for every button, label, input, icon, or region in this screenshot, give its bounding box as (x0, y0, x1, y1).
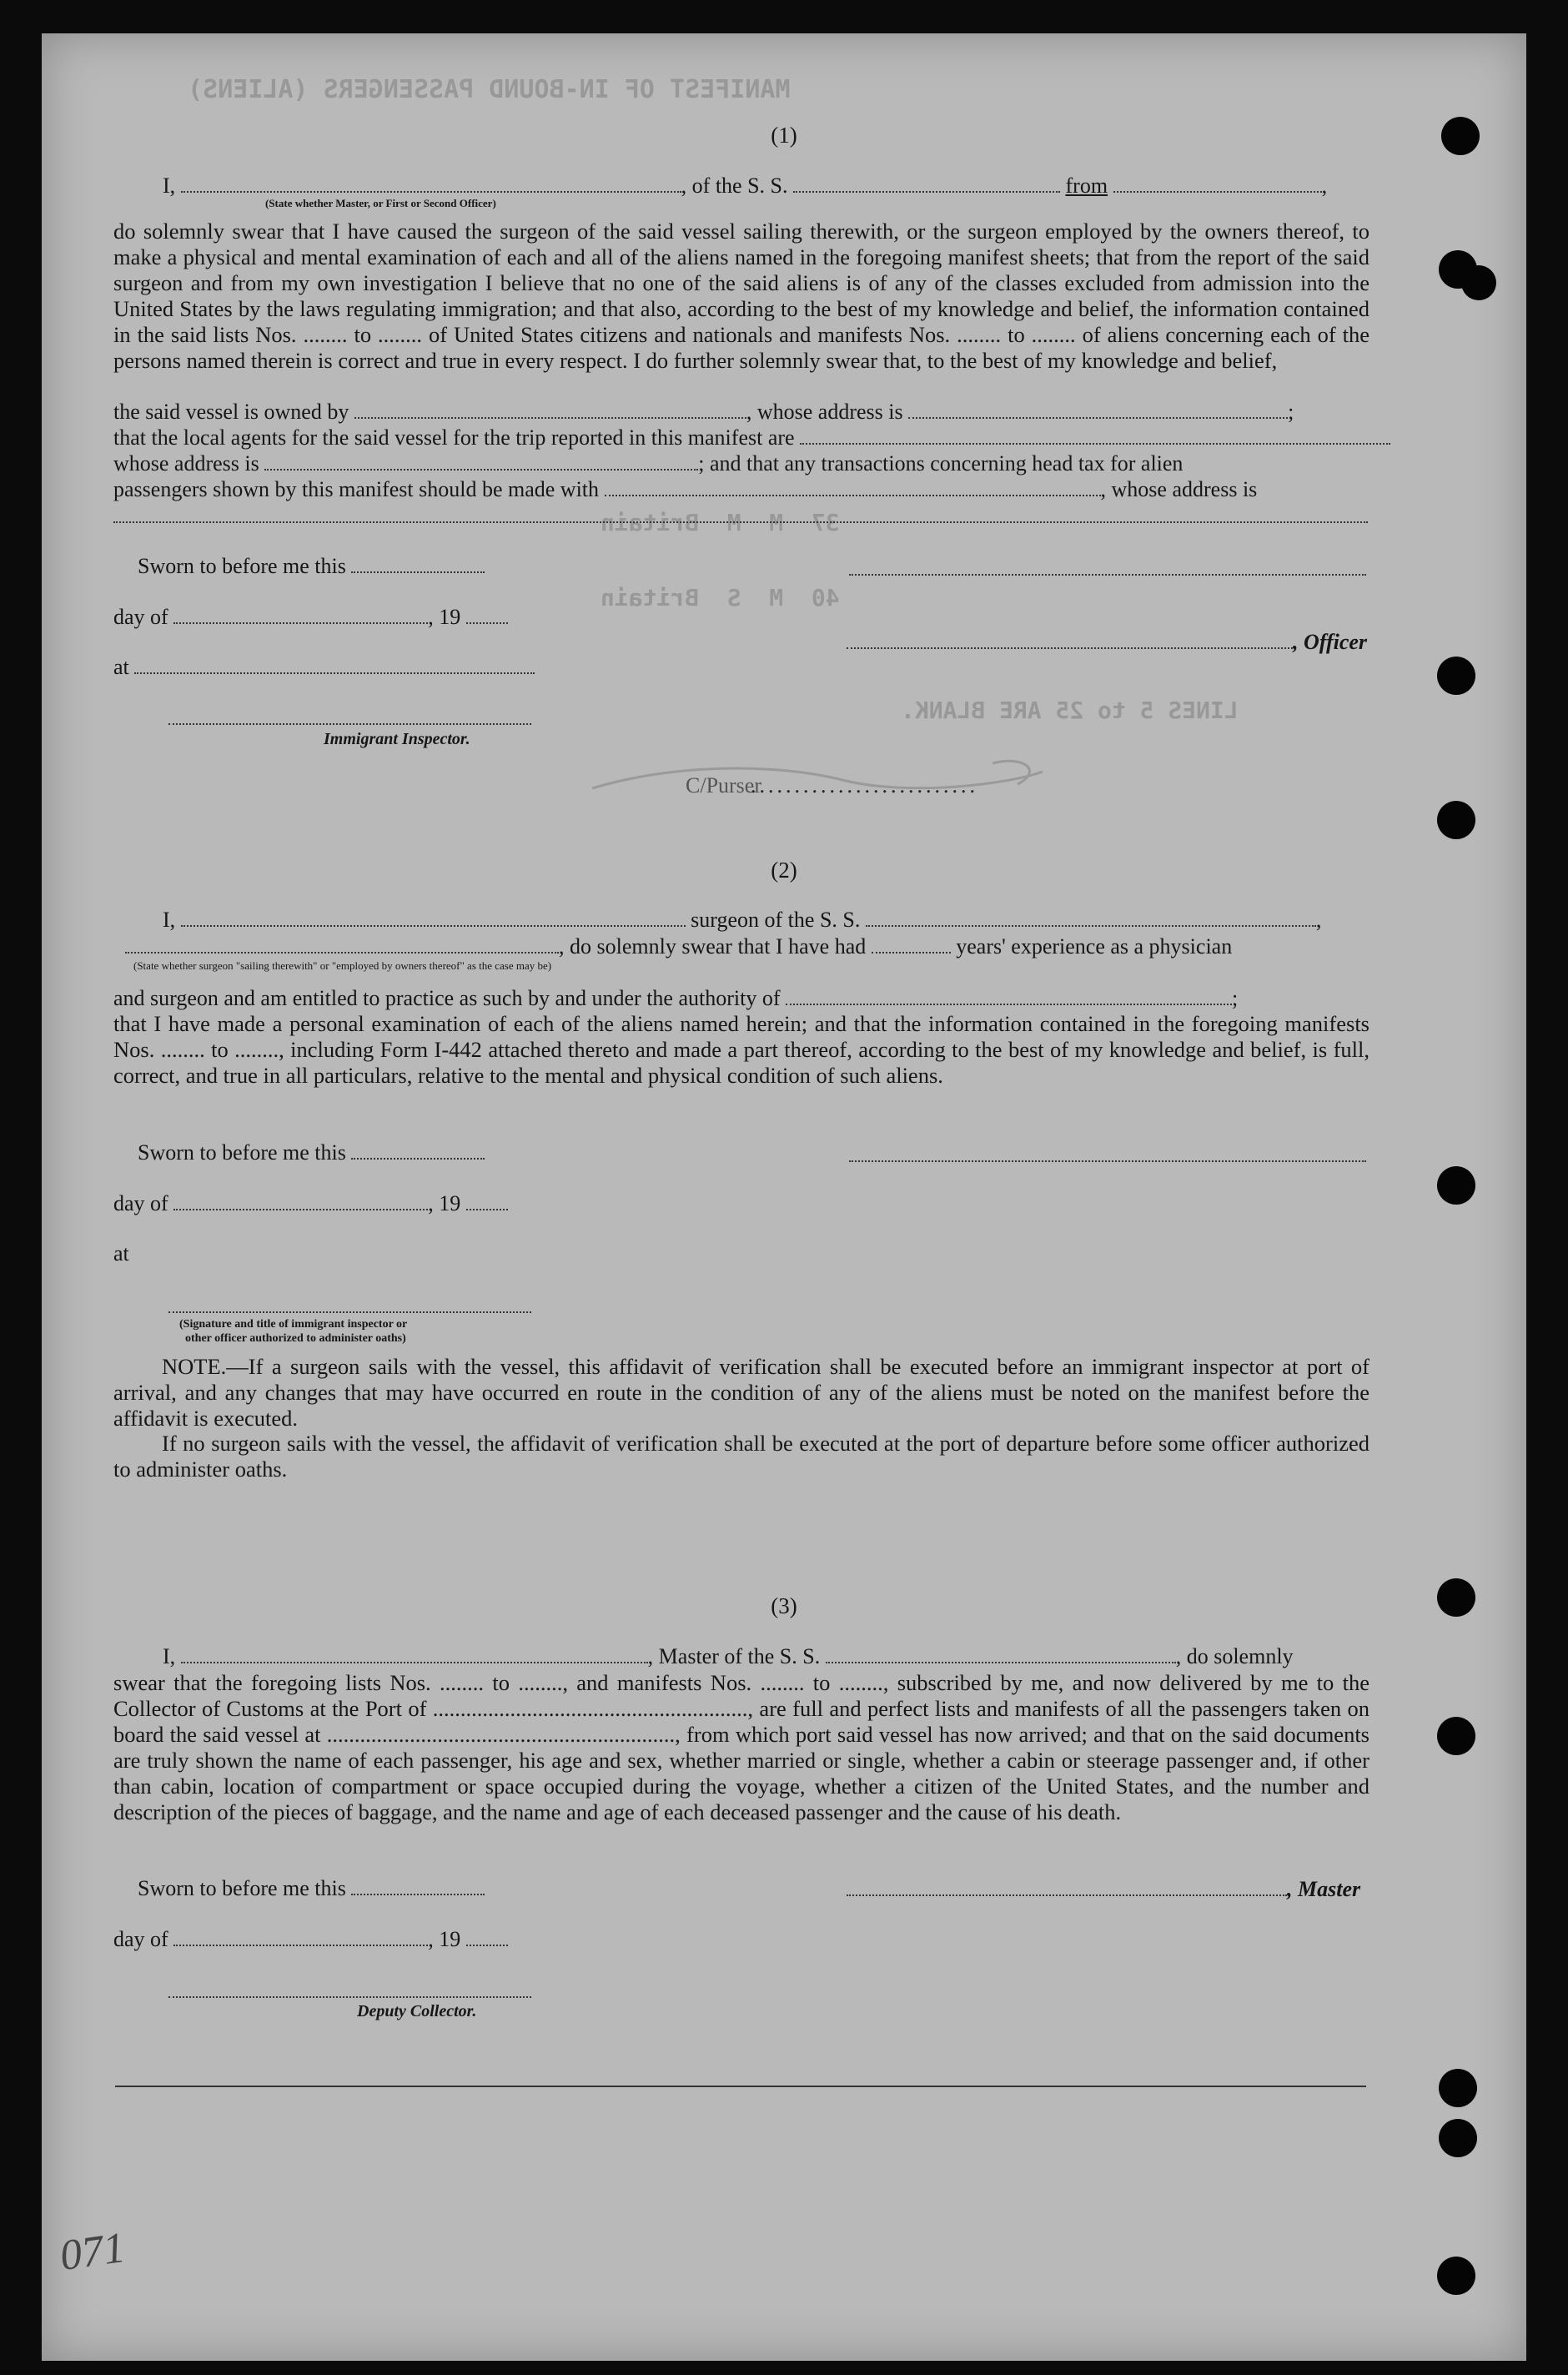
bleed-through-row: 37 M M Britain (601, 509, 840, 536)
binder-hole (1437, 1717, 1475, 1755)
at-line-2: at (113, 1241, 129, 1265)
purser-signature-text: C/Purser (686, 773, 761, 798)
handwritten-corner-mark: 071 (57, 2223, 128, 2281)
master-signature-line: , Master (847, 1877, 1360, 1902)
officer-blank-line (849, 574, 1366, 576)
day-of-month-field[interactable] (173, 607, 428, 624)
sworn-line-2: Sworn to before me this (138, 1140, 485, 1165)
surgeon-signature-line (849, 1160, 1366, 1162)
surgeon-caption: (State whether surgeon "sailing therewith" or "employed by owners thereof" as the case may be) (133, 959, 552, 972)
surgeon-oath-body: that I have made a personal examination of each of the aliens named herein; and that the information contained in the foregoing manifests Nos. ........ to ........, including Form I-442 attached thereto and made a part thereof, according to the best of my knowledge and belief, is full, correct, and true in all particulars, relative to the mental and physical condition of such aliens. (113, 1011, 1369, 1088)
agents-address-line: whose address is ; and that any transactions concerning head tax for alien (113, 451, 1184, 476)
master-vessel-field[interactable] (826, 1647, 1176, 1663)
surgeon-vessel-field[interactable] (866, 910, 1316, 927)
bottom-rule (115, 2086, 1366, 2087)
binder-hole (1437, 657, 1475, 695)
year-field-2[interactable] (466, 1194, 508, 1210)
master-name-field[interactable] (181, 1647, 648, 1663)
binder-hole (1437, 2257, 1475, 2295)
deputy-caption: Deputy Collector. (357, 2002, 477, 2020)
day-of-month-field-3[interactable] (173, 1930, 428, 1946)
surgeon-line: I, surgeon of the S. S. , (163, 908, 1322, 932)
note-paragraph-2: If no surgeon sails with the vessel, the affidavit of verification shall be executed at the port of departure before some officer authorized to administer oaths. (113, 1431, 1369, 1482)
day-of-month-field-2[interactable] (173, 1194, 428, 1210)
master-line: I, , Master of the S. S. , do solemnly (163, 1644, 1294, 1668)
section-number-1: (1) (771, 123, 797, 148)
day-of-line-2: day of , 19 (113, 1191, 508, 1216)
master-signature-field[interactable] (847, 1879, 1287, 1896)
year-field-3[interactable] (466, 1930, 508, 1946)
owner-field[interactable] (354, 402, 746, 419)
sworn-line-1: Sworn to before me this (138, 554, 485, 579)
head-tax-line: passengers shown by this manifest should be made with , whose address is (113, 477, 1258, 501)
inspector-signature-line (168, 723, 531, 725)
sworn-day-field-2[interactable] (351, 1143, 485, 1160)
note-paragraph-1: NOTE.—If a surgeon sails with the vessel, this affidavit of verification shall be executed before an immigrant inspector at port of arrival, and any changes that may have occurred en route in the condition of any of the aliens must be noted on the manifest before the affidavit is executed. (113, 1354, 1369, 1431)
years-line: , do solemnly swear that I have had years' experience as a physician (125, 934, 1232, 959)
agents-address-field[interactable] (264, 454, 698, 470)
oath-body-1: do solemnly swear that I have caused the surgeon of the said vessel sailing therewith, or the surgeon employed by the owners thereof, to make a physical and mental examination of each and all of the aliens named in the foregoing manifest sheets; that from the report of the said surgeon and from my own investigation I believe that no one of the said aliens is of any of the classes excluded from admission into the United States by the laws regulating immigration; and that also, according to the best of my knowledge and belief, the information contained in the said lists Nos. ........ to ........ of United States citizens and nationals and manifests Nos. ........ to ........ of aliens concerning each of the persons named therein is correct and true in every respect. I do further solemnly swear that, to the best of my knowledge and belief, (113, 219, 1369, 373)
section-number-3: (3) (771, 1593, 797, 1618)
address-line (113, 521, 1368, 523)
owned-by-line: the said vessel is owned by , whose address is ; (113, 400, 1294, 424)
officer-signature-line: , Officer (847, 630, 1367, 655)
port-from-field[interactable] (1113, 176, 1322, 193)
bleed-through-row: 40 M S Britain (601, 584, 840, 611)
oath-officer-caption-2: other officer authorized to administer oaths) (185, 1332, 406, 1345)
binder-hole (1439, 2119, 1477, 2157)
authority-field[interactable] (786, 989, 1232, 1005)
binder-hole (1437, 801, 1475, 839)
binder-hole (1439, 2069, 1477, 2107)
at-line-1: at (113, 655, 535, 680)
bleed-through-header: MANIFEST OF IN-BOUND PASSENGERS (ALIENS) (188, 75, 791, 104)
officer-caption: (State whether Master, or First or Second Officer) (265, 197, 496, 209)
master-oath-body: swear that the foregoing lists Nos. ........ to ........, and manifests Nos. ........ to ........, subscribed by me, and now delivered by me to the Collector of Customs at the Port of ........................................................., are full and perfect lists and manifests of all the passengers taken on board the said vessel at ..............................................................., from which port said vessel has now arrived; and that on the said documents are truly shown the name of each passenger, his age and sex, whether married or single, whether a cabin or steerage passenger and, if other than cabin, location of compartment or space occupied during the voyage, whether a citizen of the United States, and the number and description of the pieces of baggage, and the name and age of each deceased passenger and the cause of his death. (113, 1670, 1369, 1824)
day-of-line-3: day of , 19 (113, 1927, 508, 1952)
section-number-2: (2) (771, 858, 797, 883)
inspector-caption: Immigrant Inspector. (324, 730, 470, 748)
year-field[interactable] (466, 607, 508, 624)
day-of-line-1: day of , 19 (113, 605, 508, 630)
head-tax-agent-field[interactable] (605, 480, 1101, 496)
sworn-line-3: Sworn to before me this (138, 1876, 485, 1901)
at-place-field[interactable] (134, 657, 535, 674)
vessel-name-field[interactable] (793, 176, 1060, 193)
authority-line: and surgeon and am entitled to practice as such by and under the authority of ; (113, 986, 1239, 1010)
officer-signature-field[interactable] (847, 632, 1293, 649)
oath-officer-signature-line (168, 1311, 531, 1313)
sworn-day-field-3[interactable] (351, 1879, 485, 1895)
surgeon-name-field[interactable] (181, 910, 686, 927)
bleed-through-row: LINES 5 to 25 ARE BLANK. (901, 697, 1239, 724)
oath-officer-caption-1: (Signature and title of immigrant inspector or (179, 1318, 408, 1331)
binder-hole (1437, 1166, 1475, 1205)
agents-line: that the local agents for the said vessel for the trip reported in this manifest are (113, 425, 1390, 450)
deputy-signature-line (168, 1996, 531, 1998)
agents-field[interactable] (800, 428, 1390, 445)
binder-hole (1461, 265, 1496, 300)
sworn-day-field[interactable] (351, 556, 485, 573)
oath-line-1: I, , of the S. S. from , (163, 174, 1328, 198)
purser-dotted-line: .......................... (751, 773, 978, 798)
officer-name-field[interactable] (181, 176, 681, 193)
years-experience-field[interactable] (872, 937, 951, 954)
surgeon-type-field[interactable] (125, 937, 559, 954)
owner-address-field[interactable] (908, 402, 1288, 419)
